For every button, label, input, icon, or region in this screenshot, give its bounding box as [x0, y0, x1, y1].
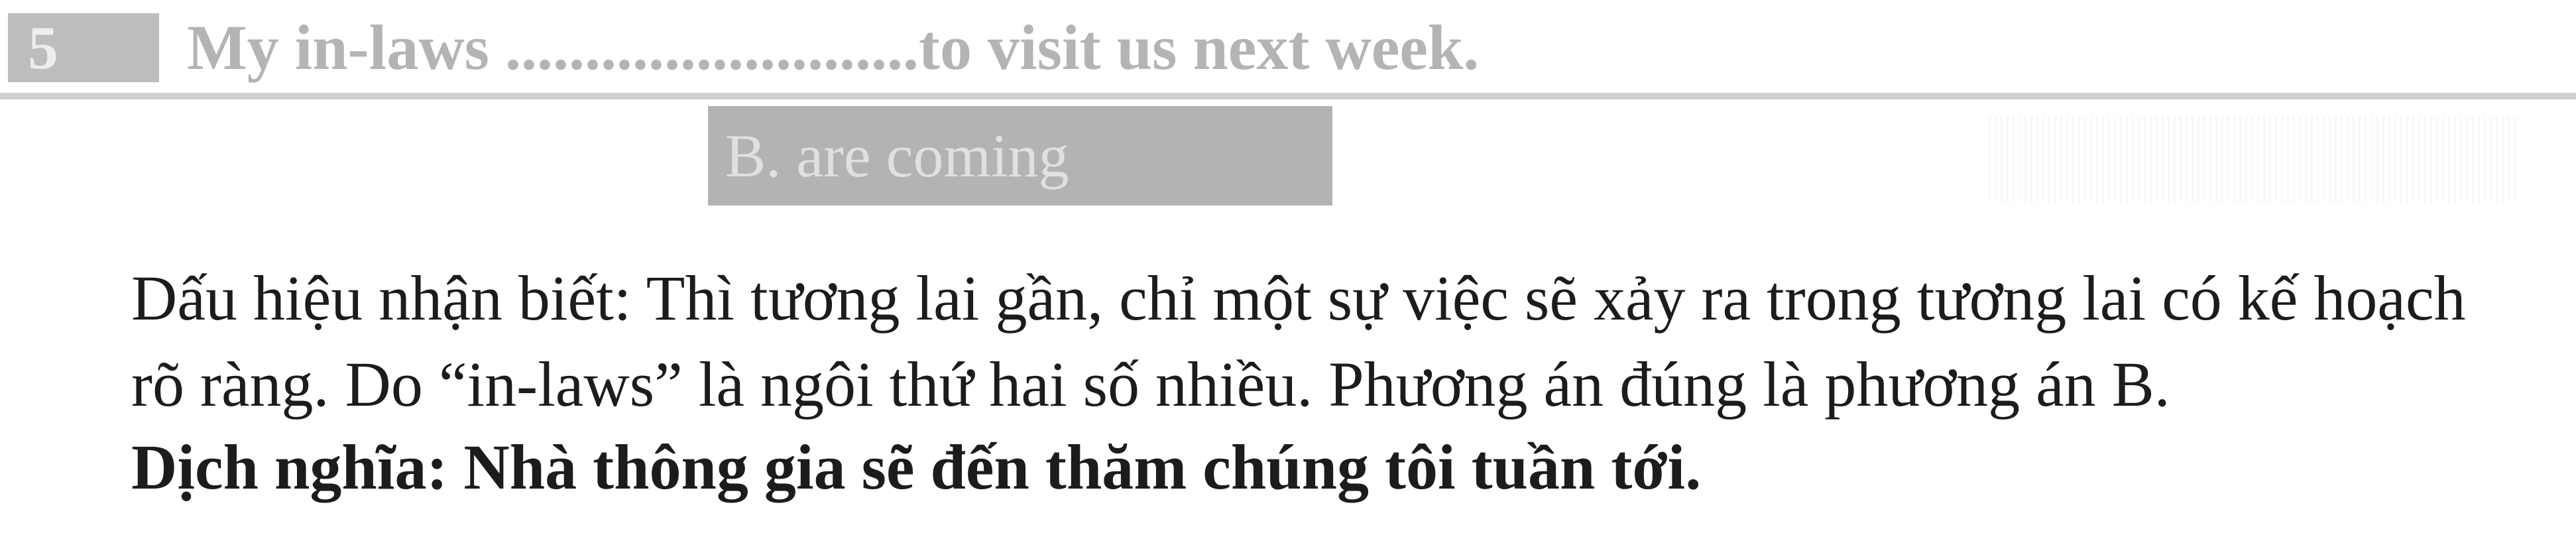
question-divider — [0, 93, 2576, 99]
explanation-line-1: Dấu hiệu nhận biết: Thì tương lai gần, chỉ một sự việc sẽ xảy ra trong tương lai có kế hoạch — [131, 263, 2466, 333]
explanation-line-2: rõ ràng. Do “in-laws” là ngôi thứ hai số nhiều. Phương án đúng là phương án B. — [131, 349, 2170, 420]
explanation-block — [131, 255, 2571, 428]
answer-box: B. are coming — [708, 106, 1332, 206]
scan-noise — [1989, 116, 2519, 202]
question-text: My in-laws ..........................to visit us next week. — [187, 12, 1480, 83]
question-number: 5 — [8, 13, 159, 82]
translation-text: Dịch nghĩa: Nhà thông gia sẽ đến thăm chúng tôi tuần tới. — [131, 432, 1702, 503]
question-row — [0, 0, 2576, 99]
